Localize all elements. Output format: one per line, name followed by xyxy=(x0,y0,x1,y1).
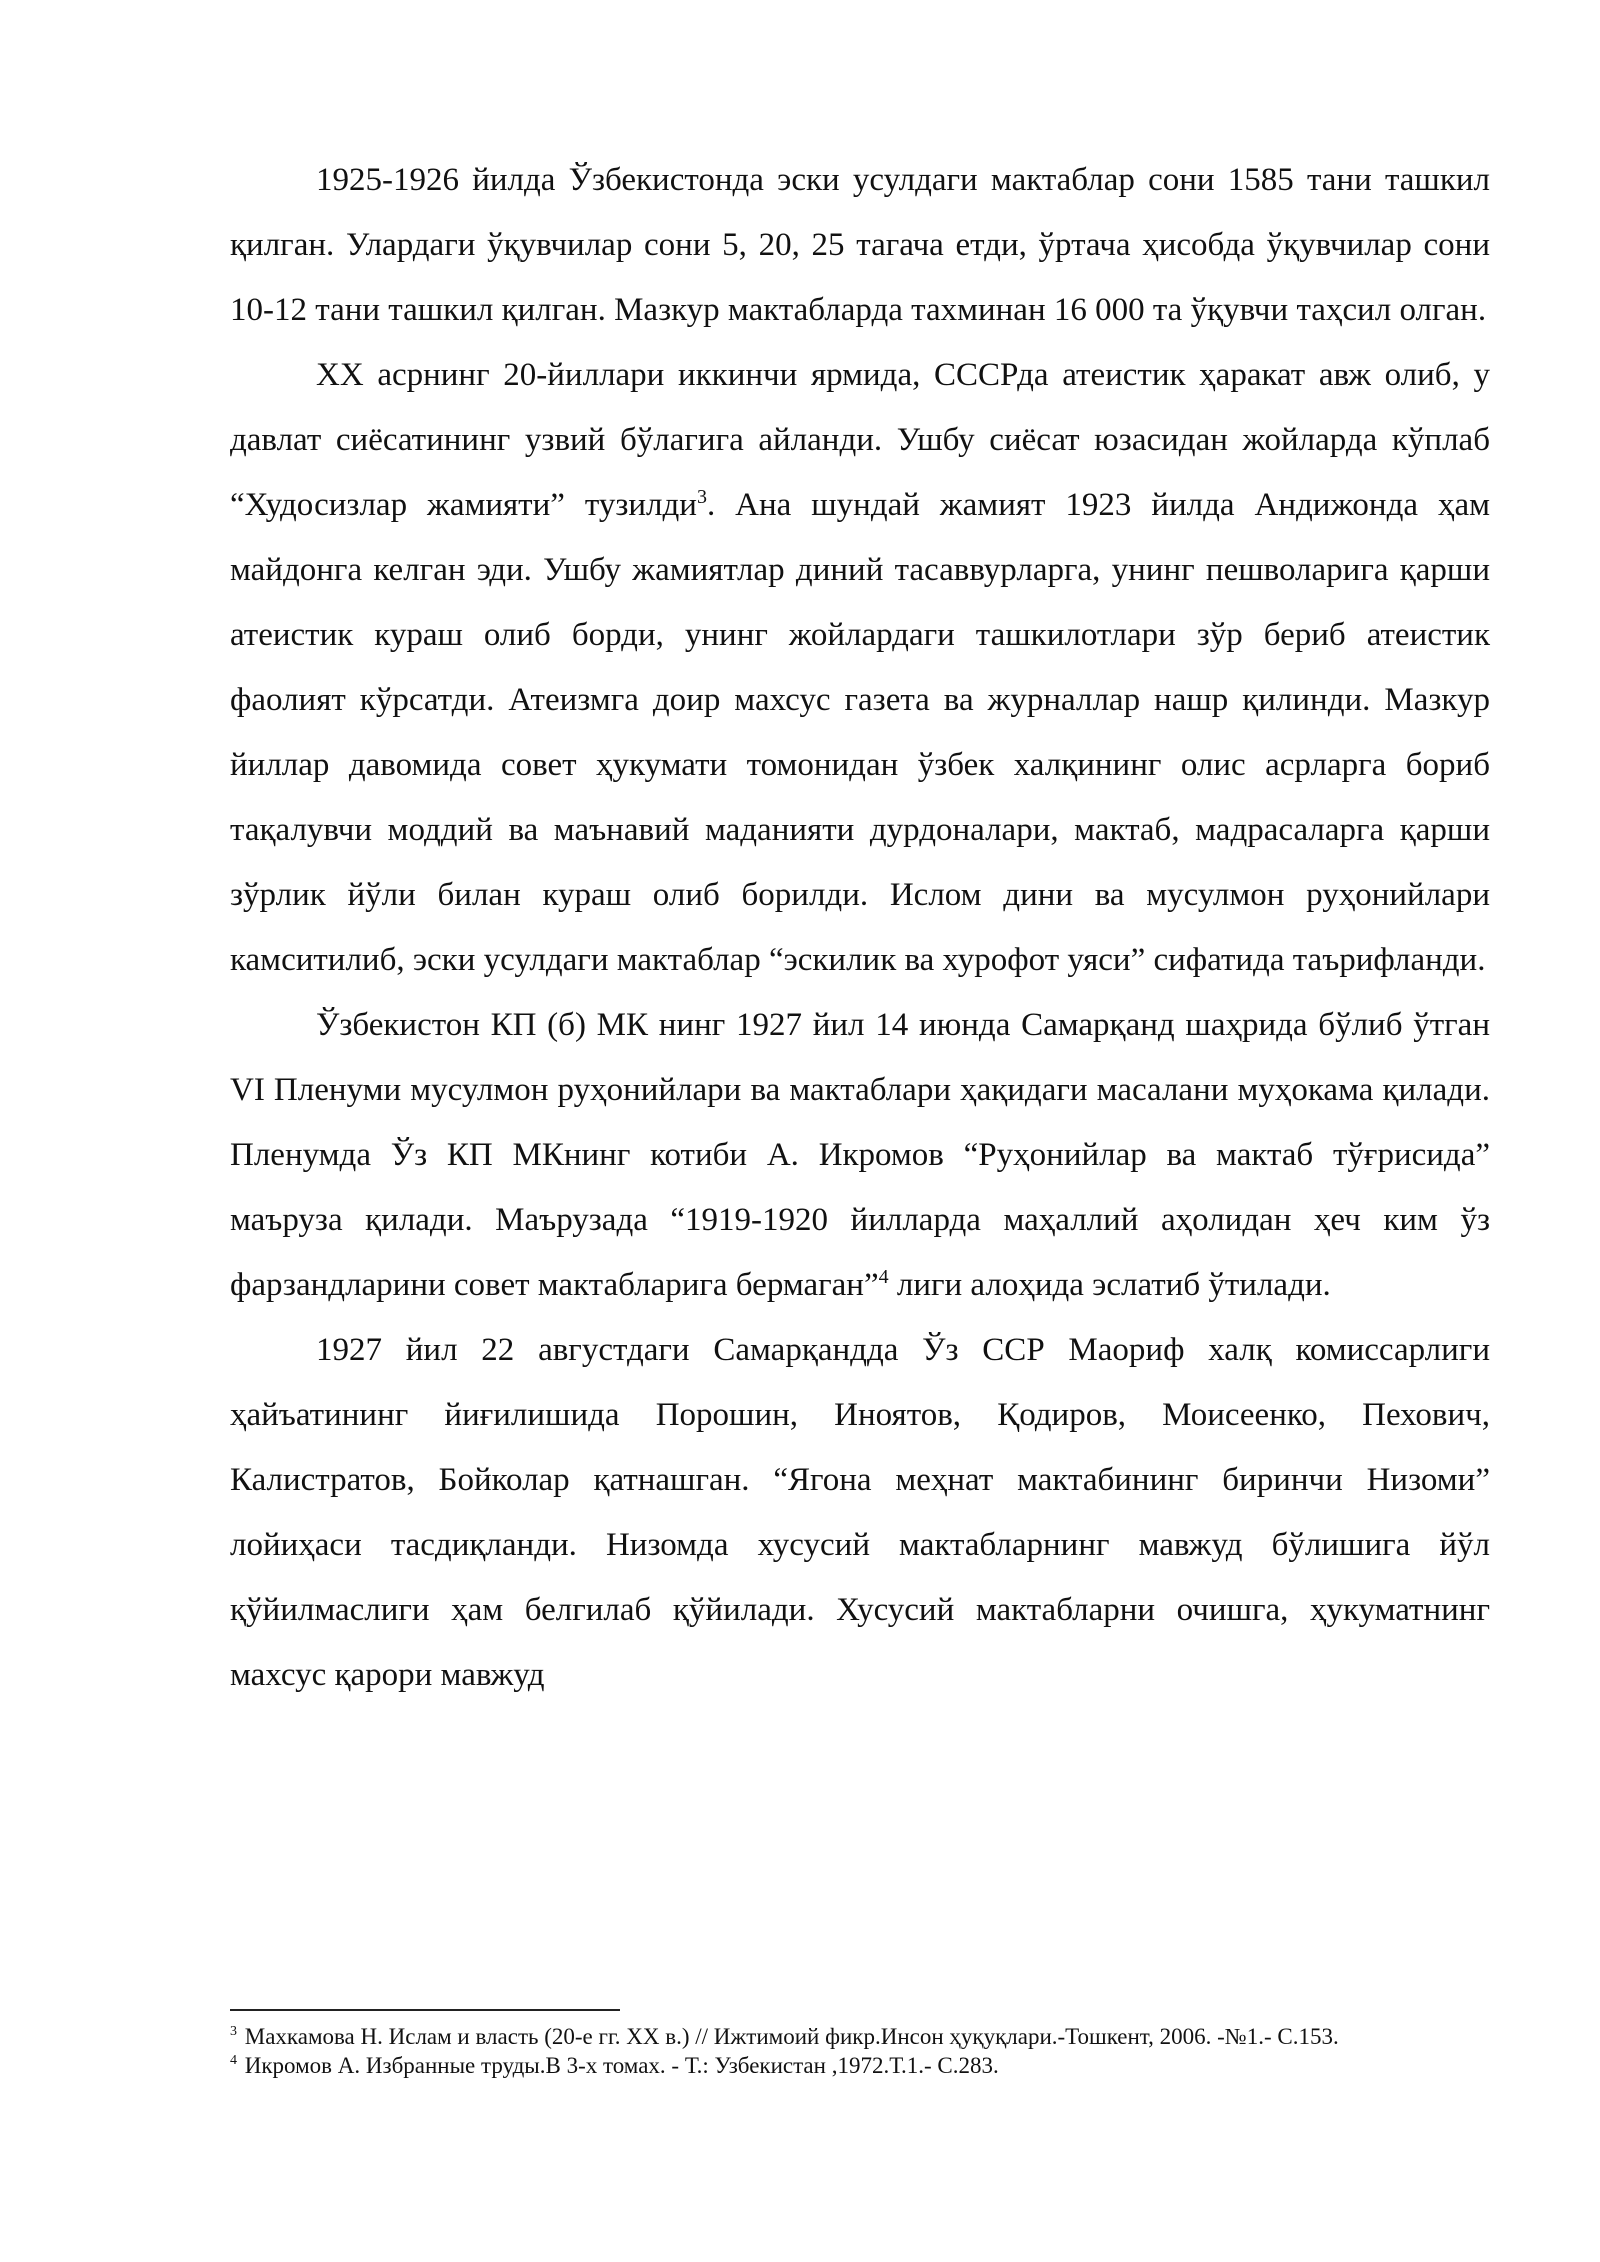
paragraph-3 xyxy=(230,993,1490,1318)
paragraph-4-text: 1927 йил 22 августдаги Самарқандда Ўз ССР Маориф халқ комиссарлиги ҳайъатининг йиғилишида Порошин, Иноятов, Қодиров, Моисеенко, Пехович, Калистратов, Бойколар қатнашган. “Ягона меҳнат мактабининг биринчи Низоми” лойиҳаси тасдиқланди. Низомда хусусий мактабларнинг мавжуд бўлишига йўл қўйилмаслиги ҳам белгилаб қўйилади. Хусусий мактабларни очишга, ҳукуматнинг махсус қарори мавжуд xyxy=(230,1332,1490,1693)
footnote-ref-3: 3 xyxy=(696,486,707,508)
body-text xyxy=(230,148,1490,1708)
paragraph-3-text-before-ref: Ўзбекистон КП (б) МК нинг 1927 йил 14 июнда Самарқанд шаҳрида бўлиб ўтган VI Пленуми мусулмон руҳонийлари ва мактаблари ҳақидаги масалани муҳокама қилади. Пленумда Ўз КП МКнинг котиби А. Икромов “Руҳонийлар ва мактаб тўғрисида” маъруза қилади. Маърузада “1919-1920 йилларда маҳаллий аҳолидан ҳеч ким ўз фарзандларини совет мактабларига бермаган” xyxy=(230,1007,1490,1303)
footnote-4 xyxy=(230,2051,1490,2080)
paragraph-2 xyxy=(230,343,1490,993)
footnote-3 xyxy=(230,2022,1490,2051)
paragraph-1 xyxy=(230,148,1490,343)
paragraph-3-text-after-ref: лиги алоҳида эслатиб ўтилади. xyxy=(888,1267,1331,1303)
footnote-3-text: Махкамова Н. Ислам и власть (20-е гг. XX в.) // Ижтимоий фикр.Инсон ҳуқуқлари.-Тошкент, 2006. -№1.- С.153. xyxy=(239,2024,1339,2049)
paragraph-2-text-after-ref: . Ана шундай жамият 1923 йилда Андижонда ҳам майдонга келган эди. Ушбу жамиятлар диний тасаввурларга, унинг пешволарига қарши атеистик кураш олиб борди, унинг жойлардаги ташкилотлари зўр бериб атеистик фаолият кўрсатди. Атеизмга доир махсус газета ва журналлар нашр қилинди. Мазкур йиллар давомида совет ҳукумати томонидан ўзбек халқининг олис асрларга бориб тақалувчи моддий ва маънавий маданияти дурдоналари, мактаб, мадрасаларга қарши зўрлик йўли билан кураш олиб борилди. Ислом дини ва мусулмон руҳонийлари камситилиб, эски усулдаги мактаблар “эскилик ва хурофот уяси” сифатида таърифланди. xyxy=(230,487,1490,978)
footnotes xyxy=(230,2022,1490,2080)
paragraph-4 xyxy=(230,1318,1490,1708)
footnote-separator xyxy=(230,2009,620,2011)
footnote-ref-4: 4 xyxy=(878,1266,889,1288)
footnote-3-number: 3 xyxy=(230,2024,237,2040)
paragraph-1-text: 1925-1926 йилда Ўзбекистонда эски усулдаги мактаблар сони 1585 тани ташкил қилган. Улардаги ўқувчилар сони 5, 20, 25 тагача етди, ўртача ҳисобда ўқувчилар сони 10-12 тани ташкил қилган. Мазкур мактабларда тахминан 16 000 та ўқувчи таҳсил олган. xyxy=(230,162,1490,328)
footnote-4-text: Икромов А. Избранные труды.В 3-х томах. - Т.: Узбекистан ,1972.Т.1.- С.283. xyxy=(239,2053,999,2078)
paragraph-2-text-before-ref: XX асрнинг 20-йиллари иккинчи ярмида, СССРда атеистик ҳаракат авж олиб, у давлат сиёсатининг узвий бўлагига айланди. Ушбу сиёсат юзасидан жойларда кўплаб “Худосизлар жамияти” тузилди xyxy=(230,357,1490,523)
footnote-4-number: 4 xyxy=(230,2053,237,2069)
